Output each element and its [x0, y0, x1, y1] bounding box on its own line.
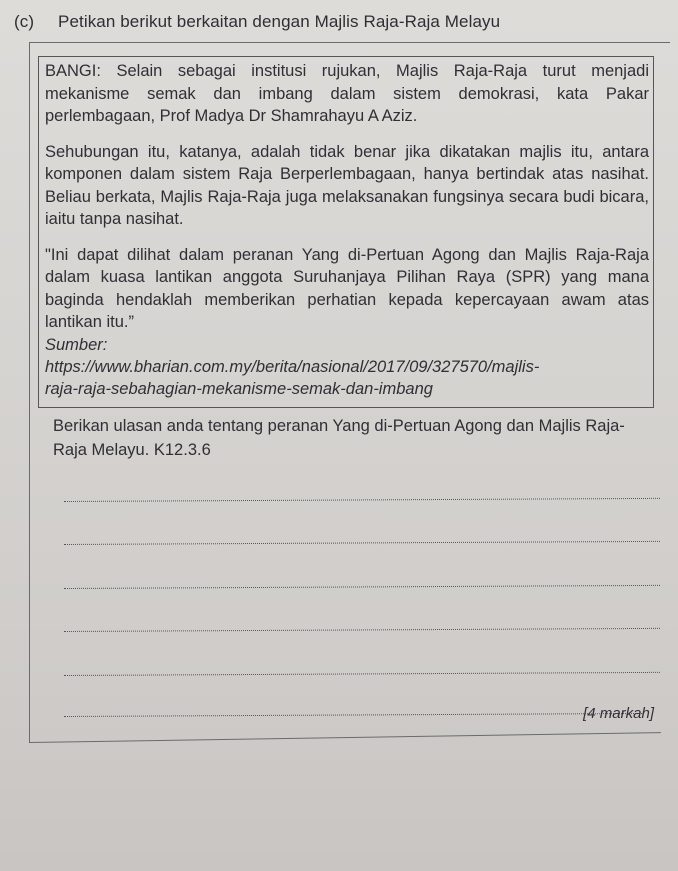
answer-line[interactable]: [64, 541, 660, 545]
answer-line[interactable]: [64, 585, 660, 589]
question-title: Petikan berikut berkaitan dengan Majlis Raja-Raja Melayu: [58, 12, 501, 31]
marks-label: [4 markah]: [583, 705, 654, 722]
answer-line[interactable]: [64, 628, 660, 632]
passage-paragraph-2: Sehubungan itu, katanya, adalah tidak benar jika dikatakan majlis itu, antara komponen dalam sistem Raja Berperlembagaan, hanya bertindak atas nasihat. Beliau berkata, Majlis Raja-Raja juga melaksanakan fungsinya secara budi bicara, iaitu tanpa nasihat.: [45, 142, 649, 228]
top-border: [30, 42, 670, 43]
question-header: [14, 12, 500, 32]
answer-line[interactable]: [64, 672, 660, 676]
passage-source: [45, 334, 649, 400]
answer-line[interactable]: [64, 713, 644, 717]
question-label: (c): [14, 12, 35, 31]
passage: [45, 60, 649, 400]
source-url-line-2: raja-raja-sebahagian-mekanisme-semak-dan-imbang: [45, 379, 433, 398]
left-border: [29, 42, 30, 742]
question-instruction: Berikan ulasan anda tentang peranan Yang di-Pertuan Agong dan Majlis Raja-Raja Melayu. K12.3.6: [53, 417, 625, 459]
passage-paragraph-1: BANGI: Selain sebagai institusi rujukan, Majlis Raja-Raja turut menjadi mekanisme semak dan imbang dalam sistem demokrasi, kata Pakar perlembagaan, Prof Madya Dr Shamrahayu A Aziz.: [45, 62, 649, 125]
bottom-border: [29, 732, 661, 743]
source-label: Sumber:: [45, 335, 108, 354]
answer-line[interactable]: [64, 498, 660, 502]
passage-paragraph-3: "Ini dapat dilihat dalam peranan Yang di-Pertuan Agong dan Majlis Raja-Raja dalam kuasa lantikan anggota Suruhanjaya Pilihan Raya (SPR) yang mana baginda hendaklah memberikan perhatian kepada kepercayaan awam atas lantikan itu.”: [45, 245, 649, 331]
source-url-line-1: https://www.bharian.com.my/berita/nasional/2017/09/327570/majlis-: [45, 357, 540, 376]
